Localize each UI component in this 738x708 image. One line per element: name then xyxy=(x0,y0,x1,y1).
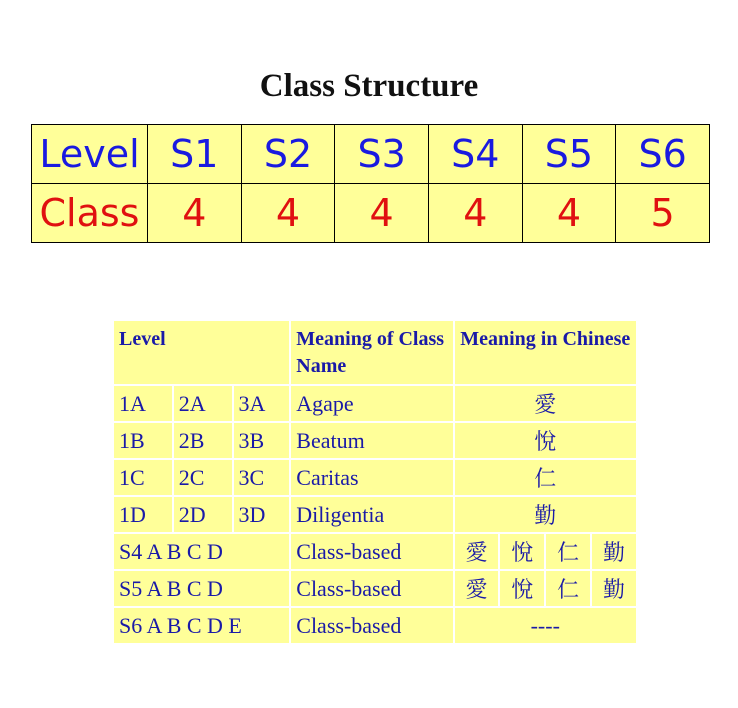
class-code-cell: 3C xyxy=(233,459,291,496)
class-count-cell: 5 xyxy=(616,184,710,243)
chinese-cell: 悅 xyxy=(499,570,545,607)
class-code-cell: 1C xyxy=(113,459,173,496)
class-code-cell: 1A xyxy=(113,385,173,422)
chinese-cell: 愛 xyxy=(454,533,500,570)
class-code-cell: 2D xyxy=(173,496,233,533)
chinese-cell: 勤 xyxy=(591,570,637,607)
table-row xyxy=(113,459,637,496)
class-code-cell: 2C xyxy=(173,459,233,496)
class-count-cell: 4 xyxy=(335,184,429,243)
class-code-cell: 2A xyxy=(173,385,233,422)
level-cell: S2 xyxy=(241,125,335,184)
class-count-cell: 4 xyxy=(522,184,616,243)
class-count-cell: 4 xyxy=(428,184,522,243)
meaning-cell: Caritas xyxy=(290,459,453,496)
row-header-class: Class xyxy=(32,184,148,243)
meaning-cell: Class-based xyxy=(290,570,453,607)
meaning-cell: Class-based xyxy=(290,607,453,644)
class-name-table xyxy=(112,319,638,645)
header-chinese: Meaning in Chinese xyxy=(454,320,637,385)
chinese-cell: 勤 xyxy=(591,533,637,570)
level-cell: S3 xyxy=(335,125,429,184)
level-cell: S1 xyxy=(148,125,242,184)
table-row xyxy=(113,385,637,422)
table-row-levels xyxy=(32,125,710,184)
class-code-cell: 1D xyxy=(113,496,173,533)
level-cell: S6 A B C D E xyxy=(113,607,290,644)
meaning-cell: Diligentia xyxy=(290,496,453,533)
chinese-cell: 愛 xyxy=(454,570,500,607)
chinese-cell: 仁 xyxy=(545,533,591,570)
level-cell: S5 xyxy=(522,125,616,184)
chinese-cell: 愛 xyxy=(454,385,637,422)
class-code-cell: 2B xyxy=(173,422,233,459)
header-level: Level xyxy=(113,320,290,385)
chinese-cell: 仁 xyxy=(545,570,591,607)
table-row xyxy=(113,533,637,570)
table-row xyxy=(113,607,637,644)
level-cell: S5 A B C D xyxy=(113,570,290,607)
table-row xyxy=(113,570,637,607)
chinese-cell: 仁 xyxy=(454,459,637,496)
chinese-cell: 悅 xyxy=(454,422,637,459)
chinese-cell: 勤 xyxy=(454,496,637,533)
chinese-cell: ---- xyxy=(454,607,637,644)
page-title: Class Structure xyxy=(259,68,479,104)
level-cell: S4 A B C D xyxy=(113,533,290,570)
class-count-cell: 4 xyxy=(148,184,242,243)
chinese-cell: 悅 xyxy=(499,533,545,570)
class-code-cell: 1B xyxy=(113,422,173,459)
meaning-cell: Class-based xyxy=(290,533,453,570)
class-code-cell: 3A xyxy=(233,385,291,422)
level-cell: S4 xyxy=(428,125,522,184)
class-code-cell: 3B xyxy=(233,422,291,459)
class-code-cell: 3D xyxy=(233,496,291,533)
table-row xyxy=(113,422,637,459)
class-summary-table xyxy=(31,124,710,243)
meaning-cell: Beatum xyxy=(290,422,453,459)
header-meaning: Meaning of Class Name xyxy=(290,320,453,385)
meaning-cell: Agape xyxy=(290,385,453,422)
table-row-classes xyxy=(32,184,710,243)
class-count-cell: 4 xyxy=(241,184,335,243)
table-header-row xyxy=(113,320,637,385)
level-cell: S6 xyxy=(616,125,710,184)
table-row xyxy=(113,496,637,533)
row-header-level: Level xyxy=(32,125,148,184)
